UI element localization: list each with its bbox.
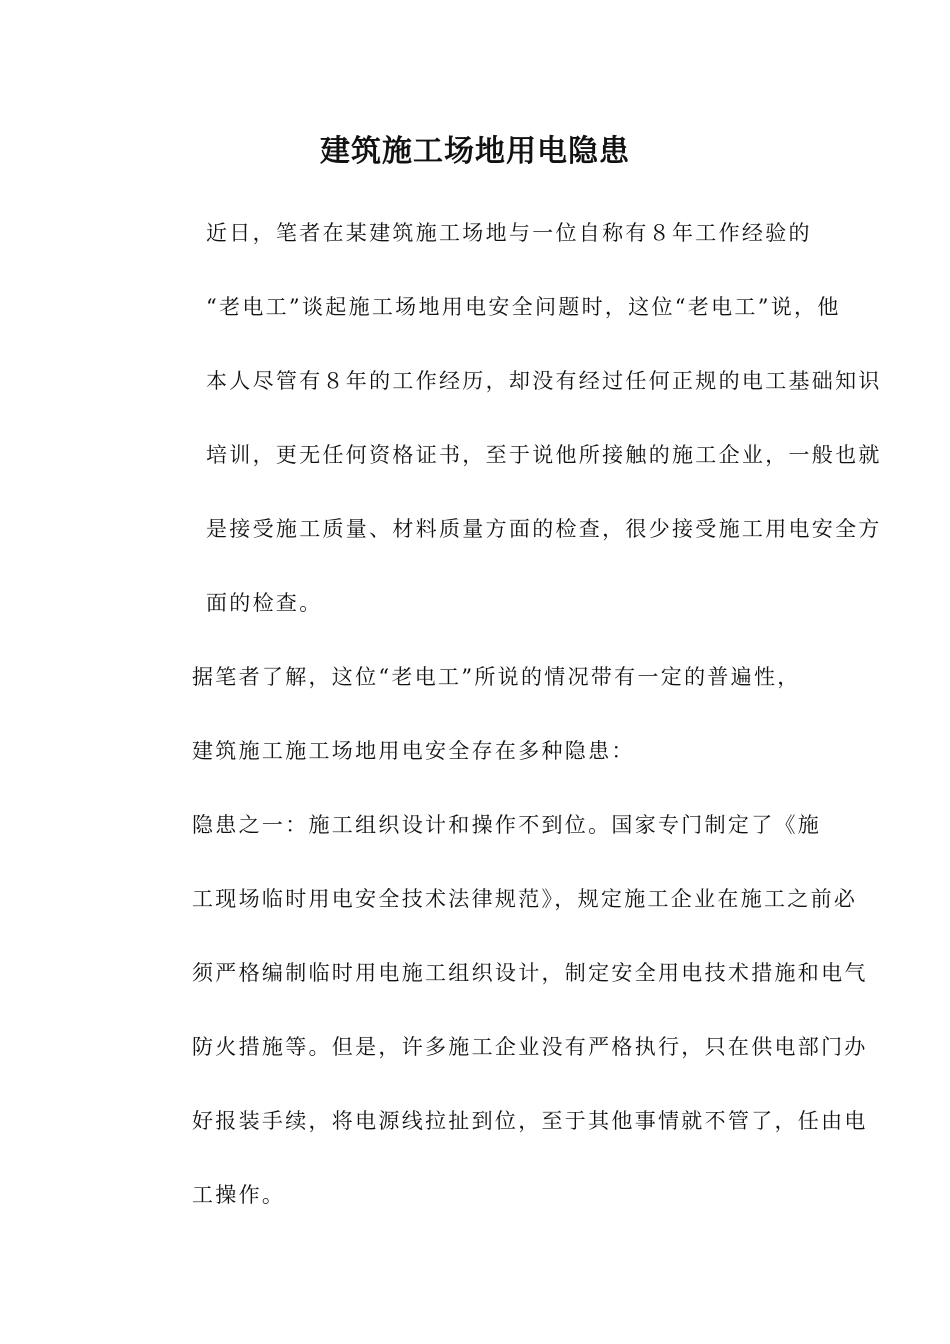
text-line: 工操作。 <box>192 1183 286 1207</box>
text-line: 是接受施工质量、材料质量方面的检查，很少接受施工用电安全方 <box>206 517 882 541</box>
paragraph-overview <box>146 640 808 788</box>
document-title: 建筑施工场地用电隐患 <box>320 134 630 169</box>
text-line: 据笔者了解，这位“老电工”所说的情况带有一定的普遍性， <box>192 665 801 689</box>
text-line: “老电工”谈起施工场地用电安全问题时，这位“老电工”说，他 <box>206 295 841 319</box>
text-line: 须严格编制临时用电施工组织设计，制定安全用电技术措施和电气 <box>192 961 868 985</box>
paragraph-intro <box>146 196 882 640</box>
document-body <box>146 196 882 1232</box>
text-line: 面的检查。 <box>206 591 323 615</box>
text-line: 近日，笔者在某建筑施工场地与一位自称有８年工作经验的 <box>206 221 812 245</box>
text-line: 隐患之一：施工组织设计和操作不到位。国家专门制定了《施 <box>192 813 822 837</box>
text-line: 工现场临时用电安全技术法律规范》，规定施工企业在施工之前必 <box>192 887 858 911</box>
text-line: 本人尽管有８年的工作经历，却没有经过任何正规的电工基础知识 <box>206 369 882 393</box>
paragraph-hazard-1 <box>146 788 868 1232</box>
text-line: 好报装手续，将电源线拉扯到位，至于其他事情就不管了，任由电 <box>192 1109 868 1133</box>
text-line: 防火措施等。但是，许多施工企业没有严格执行，只在供电部门办 <box>192 1035 868 1059</box>
text-line: 建筑施工施工场地用电安全存在多种隐患： <box>192 739 635 763</box>
text-line: 培训，更无任何资格证书，至于说他所接触的施工企业，一般也就 <box>206 443 882 467</box>
